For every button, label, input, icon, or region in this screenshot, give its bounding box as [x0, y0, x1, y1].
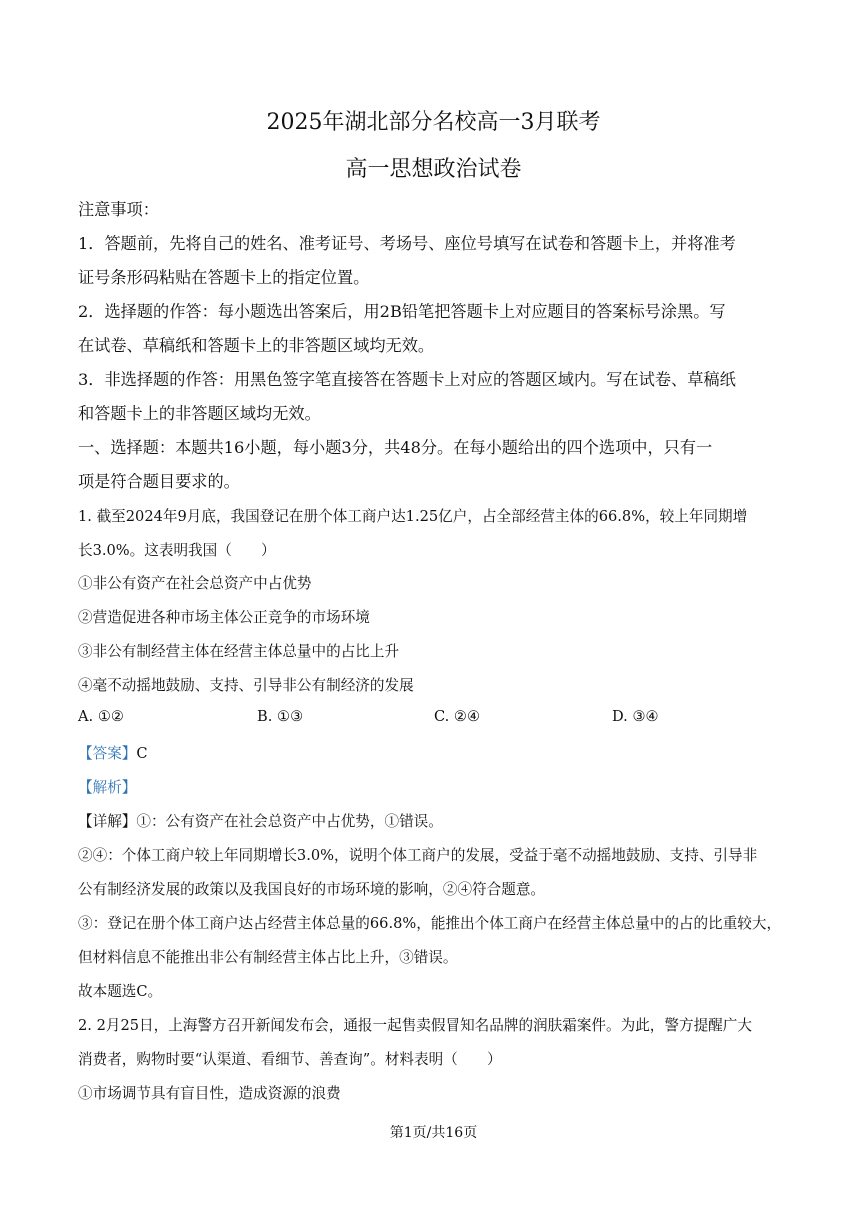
- section-heading: 一、选择题：本题共16小题，每小题3分，共48分。在每小题给出的四个选项中，只有一: [78, 438, 713, 457]
- q1-item: ①非公有资产在社会总资产中占优势: [78, 575, 312, 592]
- notice-line: 1．答题前，先将自己的姓名、准考证号、考场号、座位号填写在试卷和答题卡上，并将准考: [78, 234, 736, 253]
- detail-label: 【详解】: [78, 813, 137, 830]
- q2-item: ①市场调节具有盲目性，造成资源的浪费: [78, 1085, 341, 1102]
- notice-line: 2．选择题的作答：每小题选出答案后，用2B铅笔把答题卡上对应题目的答案标号涂黑。写: [78, 302, 726, 321]
- q1-conclusion: 故本题选C。: [78, 983, 163, 1000]
- answer-value: C: [136, 745, 148, 762]
- notice-line: 和答题卡上的非答题区域均无效。: [78, 404, 321, 423]
- q1-item: ③非公有制经营主体在经营主体总量中的占比上升: [78, 643, 400, 660]
- exam-subtitle: 高一思想政治试卷: [345, 157, 522, 182]
- q1-detail-line: 公有制经济发展的政策以及我国良好的市场环境的影响，②④符合题意。: [78, 881, 546, 898]
- analysis-label: 【解析】: [78, 779, 137, 796]
- detail-text: ①：公有资产在社会总资产中占优势，①错误。: [136, 813, 443, 830]
- q1-stem: 长3.0%。这表明我国（ ）: [78, 542, 276, 559]
- q1-answer: [78, 742, 148, 763]
- q1-detail-line: ②④：个体工商户较上年同期增长3.0%，说明个体工商户的发展，受益于毫不动摇地鼓励、支持、引导非: [78, 847, 758, 864]
- notice-line: 3．非选择题的作答：用黑色签字笔直接答在答题卡上对应的答题区域内。写在试卷、草稿纸: [78, 370, 736, 389]
- q2-stem: 消费者，购物时要“认渠道、看细节、善查询”。材料表明（ ）: [78, 1051, 502, 1068]
- answer-label: 【答案】: [78, 745, 137, 762]
- q1-option-d: D. ③④: [612, 708, 659, 725]
- notice-heading: 注意事项：: [78, 200, 159, 219]
- q2-stem: 2. 2月25日，上海警方召开新闻发布会，通报一起售卖假冒知名品牌的润肤霜案件。为此，警方提醒广大: [78, 1017, 752, 1034]
- q1-detail-line: ③：登记在册个体工商户达占经营主体总量的66.8%，能推出个体工商户在经营主体总量中的占的比重较大，: [78, 915, 782, 932]
- q1-option-c: C. ②④: [434, 708, 481, 725]
- q1-stem: 1. 截至2024年9月底，我国登记在册个体工商户达1.25亿户，占全部经营主体的66.8%，较上年同期增: [78, 508, 748, 525]
- q1-detail: [78, 810, 443, 831]
- q1-detail-line: 但材料信息不能推出非公有制经营主体占比上升，③错误。: [78, 949, 458, 966]
- q1-option-b: B. ①③: [257, 708, 304, 725]
- exam-title: 2025年湖北部分名校高一3月联考: [266, 110, 601, 135]
- page-footer: 第1页/共16页: [389, 1125, 478, 1141]
- q1-item: ④毫不动摇地鼓励、支持、引导非公有制经济的发展: [78, 677, 414, 694]
- notice-line: 在试卷、草稿纸和答题卡上的非答题区域均无效。: [78, 336, 435, 355]
- notice-line: 证号条形码粘贴在答题卡上的指定位置。: [78, 268, 370, 287]
- q1-item: ②营造促进各种市场主体公正竞争的市场环境: [78, 609, 370, 626]
- q1-option-a: A. ①②: [78, 708, 124, 725]
- section-heading: 项是符合题目要求的。: [78, 472, 240, 491]
